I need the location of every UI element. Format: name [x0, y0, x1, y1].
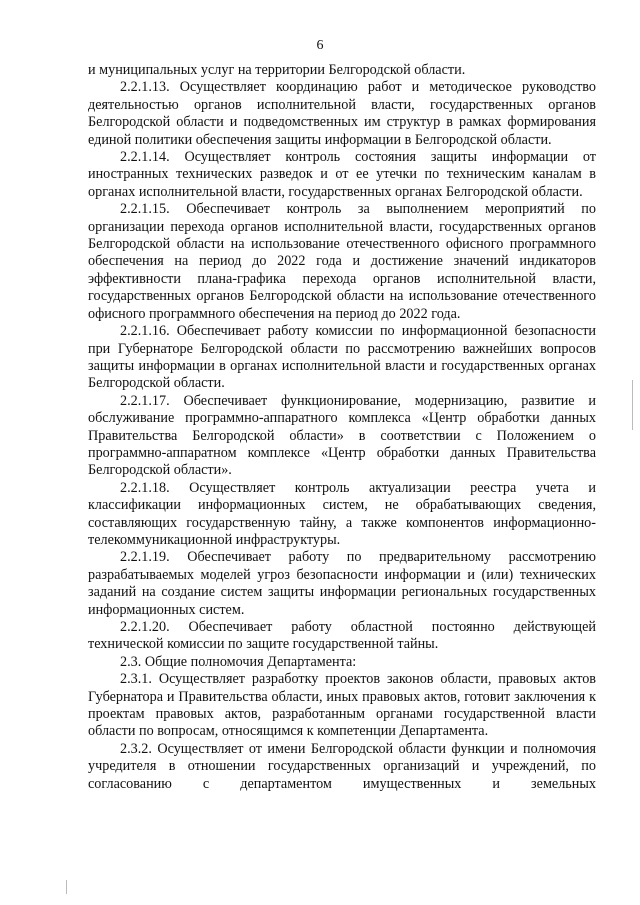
paragraph-2-2-1-18: 2.2.1.18. Осуществляет контроль актуализации реестра учета и классификации информационных систем, не обрабатывающих сведения, составляющих государственную тайну, а также компонентов информационно-телекоммуникационной инфраструктуры.: [88, 479, 596, 548]
scan-margin-mark: [66, 880, 67, 894]
paragraph-2-2-1-16: 2.2.1.16. Обеспечивает работу комиссии по информационной безопасности при Губернаторе Белгородской области по рассмотрению важнейших вопросов защиты информации в органах исполнительной власти и государственных органах Белгородской области.: [88, 323, 596, 392]
page-number: 6: [316, 38, 324, 53]
paragraph-2-2-1-19: 2.2.1.19. Обеспечивает работу по предварительному рассмотрению разрабатываемых моделей угроз безопасности информации и (или) технических заданий на создание систем защиты информации региональных государственных информационных систем.: [88, 549, 596, 618]
paragraph-2-2-1-17: 2.2.1.17. Обеспечивает функционирование, модернизацию, развитие и обслуживание программно-аппаратного комплекса «Центр обработки данных Правительства Белгородской области» в соответствии с Положением о программно-аппаратном комплексе «Центр обработки данных Правительства Белгородской области».: [88, 392, 596, 479]
paragraph-2-2-1-20: 2.2.1.20. Обеспечивает работу областной постоянно действующей технической комиссии по защите государственной тайны.: [88, 619, 596, 653]
paragraph-2-3-2: 2.3.2. Осуществляет от имени Белгородской области функции и полномочия учредителя в отношении государственных организаций и учреждений, по согласованию с департаментом имущественных и земельных: [88, 740, 596, 792]
scan-margin-mark: [632, 380, 633, 430]
paragraph-2-2-1-14: 2.2.1.14. Осуществляет контроль состояния защиты информации от иностранных технических разведок и от ее утечки по техническим каналам в органах исполнительной власти, государственных органах Белгородской области.: [88, 149, 596, 200]
paragraph-2-2-1-15: 2.2.1.15. Обеспечивает контроль за выполнением мероприятий по организации перехода органов исполнительной власти, государственных органов Белгородской области на использование отечественного офисного программного обеспечения на период до 2022 года и достижение значений индикаторов эффективности плана-графика перехода органов исполнительной власти, государственных органов Белгородской области на использование отечественного офисного программного обеспечения на период до 2022 года.: [88, 201, 596, 322]
document-body: [88, 62, 596, 793]
section-heading-2-3: 2.3. Общие полномочия Департамента:: [120, 653, 357, 670]
paragraph-2-3-1: 2.3.1. Осуществляет разработку проектов законов области, правовых актов Губернатора и Правительства области, иных правовых актов, готовит заключения к проектам правовых актов, разработанным органами государственной власти области по вопросам, относящимся к компетенции Департамента.: [88, 671, 596, 740]
paragraph-continuation: и муниципальных услуг на территории Белгородской области.: [88, 62, 466, 78]
paragraph-2-2-1-13: 2.2.1.13. Осуществляет координацию работ и методическое руководство деятельностью органов исполнительной власти, государственных органов Белгородской области и подведомственных им структур в рамках формирования единой политики обеспечения защиты информации в Белгородской области.: [88, 79, 596, 148]
